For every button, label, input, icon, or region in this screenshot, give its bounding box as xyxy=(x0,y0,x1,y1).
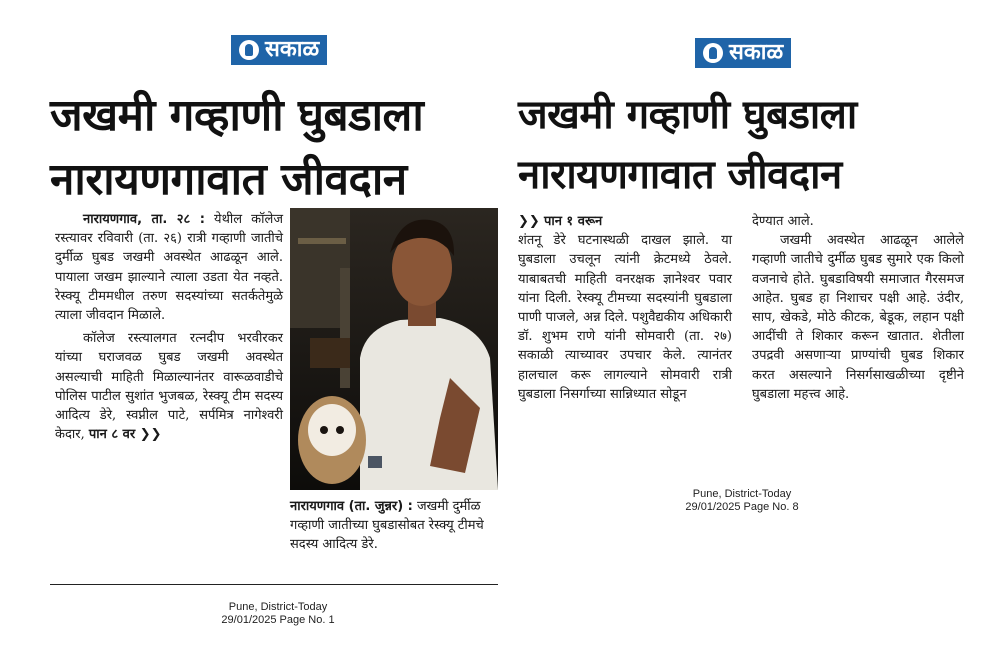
left-masthead xyxy=(231,35,327,65)
left-masthead-name: सकाळ xyxy=(265,37,320,62)
left-jump-line xyxy=(89,427,162,442)
left-jump-label: पान ८ वर xyxy=(88,427,136,443)
photo-caption xyxy=(290,497,500,554)
right-column-2 xyxy=(752,212,964,404)
caption-place: नारायणगाव (ता. जुन्नर) : xyxy=(290,499,413,514)
left-footer-line1: Pune, District-Today xyxy=(228,601,328,613)
right-column-2-text: जखमी अवस्थेत आढळून आलेले गव्हाणी जातीचे दुर्मीळ घुबड सुमारे एक किलो वजनाचे होते. घुबडाविषयी समाजात गैरसमज आहेत. घुबड हा निशाचर पक्षी आहे. उंदीर, साप, खेकडे, मोठे कीटक, बेडूक, लहान पक्षी आदींची ते शिकार करून खातात. शेतीला उपद्रवी असणाऱ्या प्राण्यांची घुबड शिकार करत असल्याने निसर्गसाखळीच्या दृष्टीने घुबडाला महत्त्व आहे. xyxy=(752,233,964,402)
right-continued-label: पान १ वरून xyxy=(543,214,603,229)
left-article-body xyxy=(55,210,283,444)
right-headline xyxy=(518,88,958,202)
right-headline-line2: नारायणगावात जीवदान xyxy=(518,152,842,198)
right-column-1 xyxy=(518,212,732,404)
right-footer-line2: 29/01/2025 Page No. 8 xyxy=(685,501,799,513)
left-bottom-rule xyxy=(50,584,498,585)
left-headline-line2: नारायणगावात जीवदान xyxy=(50,154,407,205)
left-footer-line2: 29/01/2025 Page No. 1 xyxy=(221,614,335,626)
left-paragraph-2 xyxy=(55,329,283,444)
left-headline-line1: जखमी गव्हाणी घुबडाला xyxy=(50,90,424,141)
left-paragraph-1-text: येथील कॉलेज रस्त्यावर रविवारी (ता. २६) रात्री गव्हाणी जातीचे दुर्मीळ घुबड जखमी अवस्थेत आढळून आले. पायाला जखम झाल्याने त्याला उडता येत नव्हते. रेस्क्यू टीममधील तरुण सदस्यांच्या सतर्कतेमुळे त्याला जीवदान मिळाले. xyxy=(55,212,283,324)
caption-text: जखमी दुर्मीळ गव्हाणी जातीच्या घुबडासोबत रेस्क्यू टीमचे सदस्य आदित्य डेरे. xyxy=(290,499,484,552)
left-headline xyxy=(50,86,510,210)
left-paragraph-1 xyxy=(55,210,283,325)
newspaper-logo-icon xyxy=(703,43,723,63)
newspaper-logo-icon xyxy=(239,40,259,60)
left-footer xyxy=(168,601,388,627)
left-paragraph-2-text: कॉलेज रस्त्यालगत रत्नदीप भरवीरकर यांच्या घराजवळ घुबड जखमी अवस्थेत असल्याची माहिती मिळाल्यानंतर वारूळवाडीचे पोलिस पाटील सुशांत भुजबळ, रेस्क्यू टीम सदस्य आदित्य डेरे, स्वप्नील पाटे, सर्पमित्र नागेश्वरी केदार, xyxy=(55,331,283,443)
left-dateline: नारायणगाव, ता. २८ : xyxy=(83,212,205,227)
right-masthead xyxy=(695,38,791,68)
right-headline-line1: जखमी गव्हाणी घुबडाला xyxy=(518,92,857,138)
double-chevron-icon: ❯❯ xyxy=(139,427,162,443)
photo-illustration xyxy=(290,208,498,490)
right-column-1-text: शंतनू डेरे घटनास्थळी दाखल झाले. या घुबडाला उचलून त्यांनी क्रेटमध्ये ठेवले. याबाबतची माहिती वनरक्षक ज्ञानेश्वर पवार यांना दिली. रेस्क्यू टीमच्या सदस्यांनी घुबडाला पाणी पाजले, अन्न दिले. पशुवैद्यकीय अधिकारी डॉ. शुभम राणे यांनी सोमवारी (ता. २७) सकाळी त्याच्यावर उपचार केले. त्यानंतर हालचाल करू लागल्याने सोमवारी रात्री घुबडाला निसर्गाच्या सान्निध्यात सोडून xyxy=(518,233,732,402)
right-footer xyxy=(632,488,852,514)
right-continued-line xyxy=(518,212,732,231)
news-photo xyxy=(290,208,498,490)
double-chevron-icon: ❯❯ xyxy=(518,214,540,229)
right-masthead-name: सकाळ xyxy=(729,40,784,65)
right-footer-line1: Pune, District-Today xyxy=(692,488,792,500)
right-column-2-lead: देण्यात आले. xyxy=(752,214,814,229)
